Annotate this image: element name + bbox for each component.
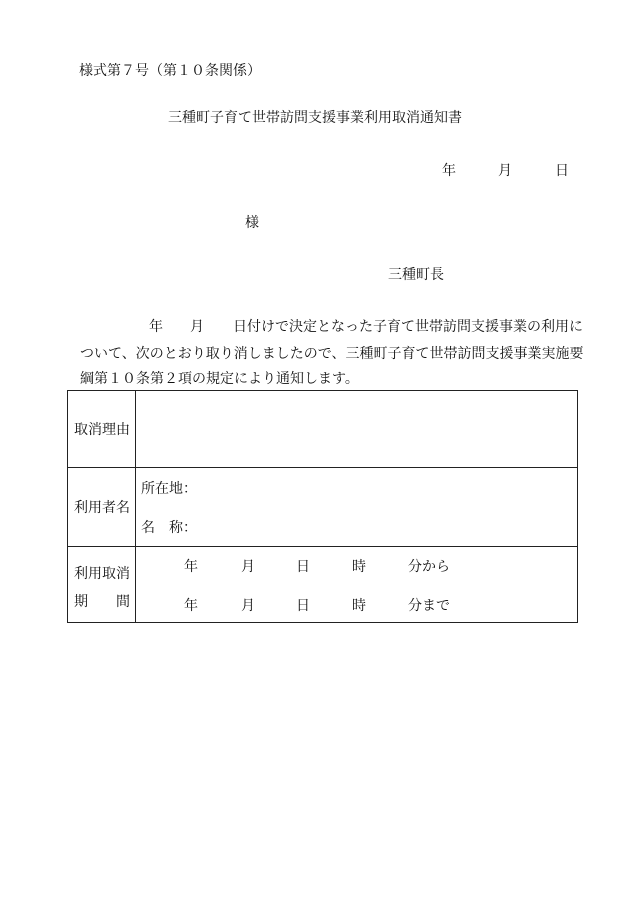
document-title: 三種町子育て世帯訪問支援事業利用取消通知書 [168, 110, 462, 126]
to-minute-label: 分まで [408, 598, 450, 614]
from-month-label: 月 [241, 559, 255, 575]
addressee-suffix: 様 [245, 215, 259, 231]
issuer-name: 三種町長 [388, 267, 444, 283]
to-month-label: 月 [241, 598, 255, 614]
period-label-kan: 間 [116, 594, 130, 610]
date-year-label: 年 [442, 163, 456, 179]
notice-table [67, 390, 578, 623]
from-year-label: 年 [184, 559, 198, 575]
from-hour-label: 時 [352, 559, 366, 575]
address-label: 所在地： [141, 481, 197, 497]
table-row-divider [68, 467, 577, 468]
date-month-label: 月 [498, 163, 512, 179]
to-hour-label: 時 [352, 598, 366, 614]
to-year-label: 年 [184, 598, 198, 614]
from-minute-label: 分から [408, 559, 450, 575]
to-day-label: 日 [296, 598, 310, 614]
date-day-label: 日 [555, 163, 569, 179]
from-day-label: 日 [296, 559, 310, 575]
table-row-divider [68, 546, 577, 547]
reason-label: 取消理由 [74, 422, 130, 438]
name-label-second: 称： [169, 520, 197, 536]
body-line-1: 日付けで決定となった子育て世帯訪問支援事業の利用に [233, 319, 583, 335]
name-label-first: 名 [141, 520, 155, 536]
body-month-label: 月 [190, 319, 204, 335]
form-number: 様式第７号（第１０条関係） [79, 63, 261, 79]
user-label: 利用者名 [74, 500, 130, 516]
body-year-label: 年 [149, 319, 163, 335]
body-line-2: ついて、次のとおり取り消しましたので、三種町子育て世帯訪問支援事業実施要 [80, 346, 584, 362]
period-label-ki: 期 [74, 594, 88, 610]
period-label-first: 利用取消 [74, 566, 130, 582]
body-line-3: 綱第１０条第２項の規定により通知します。 [80, 371, 359, 387]
reason-value-field[interactable] [136, 391, 578, 467]
